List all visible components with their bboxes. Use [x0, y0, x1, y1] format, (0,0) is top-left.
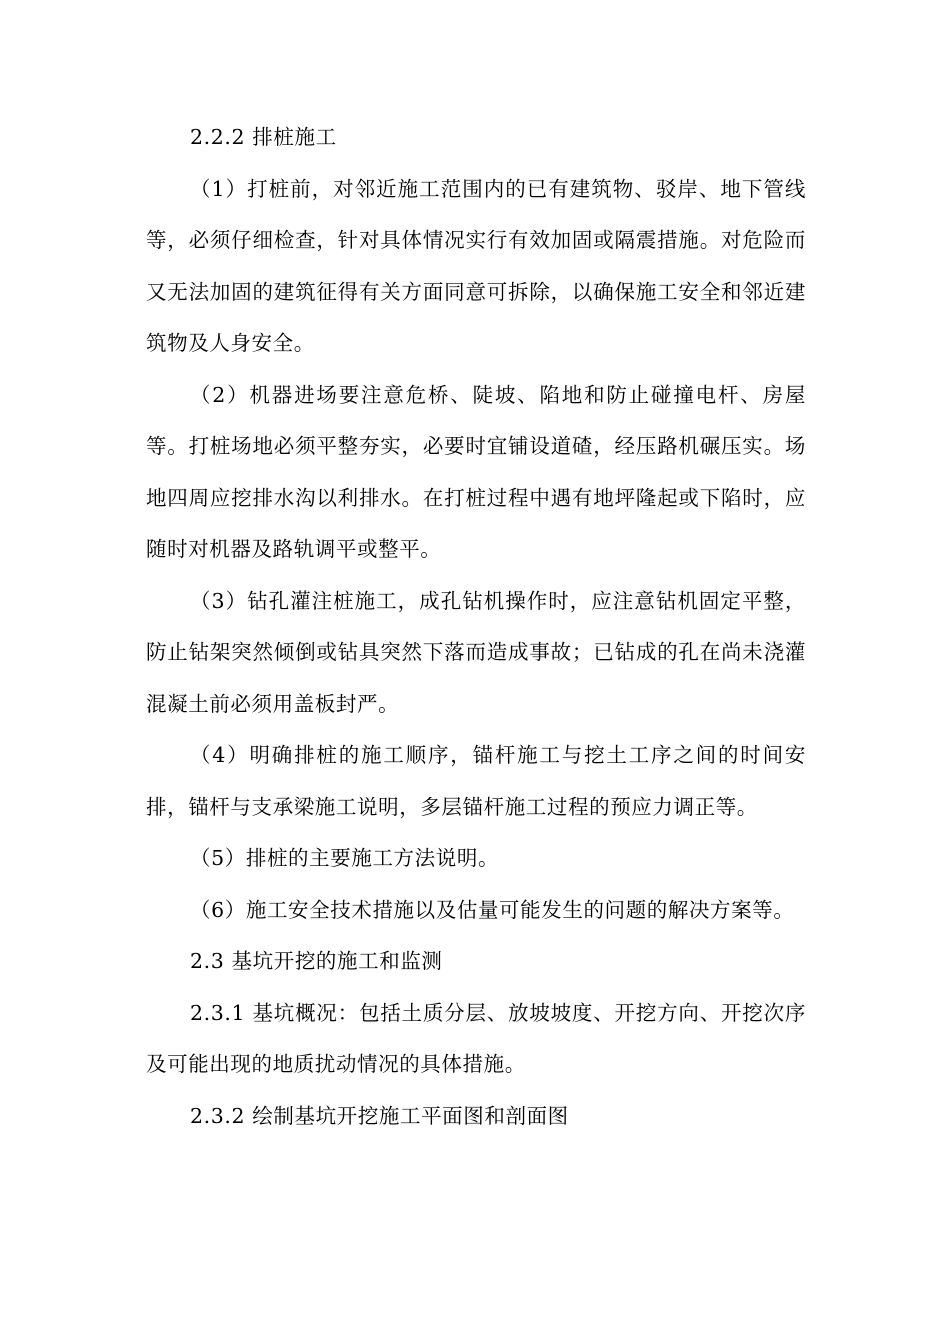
- document-body: [146, 112, 806, 1142]
- paragraph-item-2: （2）机器进场要注意危桥、陡坡、陷地和防止碰撞电杆、房屋等。打桩场地必须平整夯实，必要时宜铺设道碴，经压路机碾压实。场地四周应挖排水沟以利排水。在打桩过程中遇有地坪隆起或下陷时，应随时对机器及路轨调平或整平。: [146, 382, 806, 561]
- paragraph-item-4: （4）明确排桩的施工顺序，锚杆施工与挖土工序之间的时间安排，锚杆与支承梁施工说明，多层锚杆施工过程的预应力调正等。: [146, 743, 806, 819]
- paragraph-item-3: （3）钻孔灌注桩施工，成孔钻机操作时，应注意钻机固定平整，防止钻架突然倾倒或钻具突然下落而造成事故；已钻成的孔在尚未浇灌混凝土前必须用盖板封严。: [146, 588, 806, 716]
- section-heading-2-3-2: 2.3.2 绘制基坑开挖施工平面图和剖面图: [190, 1103, 569, 1128]
- paragraph-item-5: （5）排桩的主要施工方法说明。: [190, 846, 500, 870]
- paragraph-item-1: （1）打桩前，对邻近施工范围内的已有建筑物、驳岸、地下管线等，必须仔细检查，针对具体情况实行有效加固或隔震措施。对危险而又无法加固的建筑征得有关方面同意可拆除，以确保施工安全和邻近建筑物及人身安全。: [146, 176, 806, 355]
- section-heading-2-3-1: 2.3.1 基坑概况：包括土质分层、放坡坡度、开挖方向、开挖次序及可能出现的地质扰动情况的具体措施。: [146, 1000, 806, 1076]
- section-heading-2-3: 2.3 基坑开挖的施工和监测: [190, 949, 443, 973]
- section-heading-2-2-2: 2.2.2 排桩施工: [190, 125, 337, 149]
- paragraph-item-6: （6）施工安全技术措施以及估量可能发生的问题的解决方案等。: [190, 897, 795, 922]
